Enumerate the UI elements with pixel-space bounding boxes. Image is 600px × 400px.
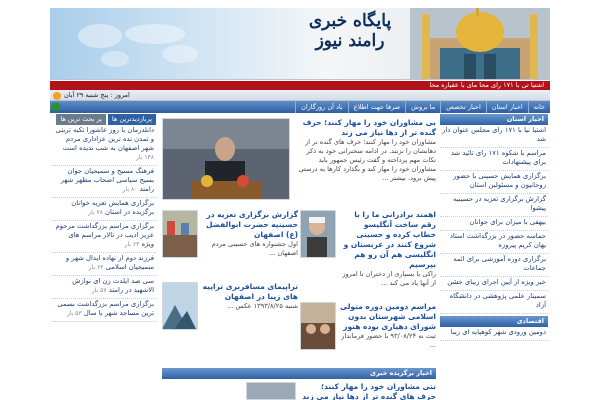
featured-headline[interactable]: تنی مشاوران خود را مهار کنند؛ حرف های گنده تر از دها نیاز می زند [302, 382, 436, 400]
most-viewed-widget [52, 114, 156, 400]
left-margin [0, 0, 50, 400]
list-item[interactable]: مراسم با شکوه ۱۷۱ رای تائید شد برای پیشنهادات [440, 148, 548, 171]
lead-summary: مشاوران خود را مهار کنند؛ حرف های گنده تر از دهانشان را نزنند. در ادامه سخنرانی خود به ذکر نکات مهم پرداخته و گفت رئیس جمهور باید مشاوران خود را مهار کند و بگذارد کارها به درستی پیش برود. بیشتر ... [298, 138, 436, 182]
site-title-line2: رامند نیوز [315, 30, 385, 51]
view-count: ۶۴ بار [124, 241, 140, 248]
menu-item-home[interactable]: خانه [528, 101, 550, 113]
news-card-image[interactable] [162, 210, 198, 258]
province-news-heading: اخبار استان [440, 114, 548, 125]
list-item[interactable]: بیهقی با میزان برای جوانان [440, 217, 548, 231]
cleric-photo [300, 211, 335, 258]
main-container [50, 0, 550, 400]
menu-item-memories[interactable]: باد آن روزگاران [295, 101, 348, 113]
news-ticker-text[interactable]: اشتیا تی با ۱۷۱ رای محا مای با عقیاره محا [429, 81, 544, 89]
featured-news-image[interactable] [246, 382, 296, 400]
list-item[interactable]: گزارش برگزاری تعزیه در حسینیه پیشوا [440, 194, 548, 217]
province-news-list [440, 125, 548, 314]
economy-heading: اقتصادی [440, 316, 548, 327]
featured-news [300, 382, 436, 400]
meeting-photo [300, 303, 335, 350]
news-card-summary: اول جشنواره های حسینی مردم اصفهان ... [211, 240, 298, 257]
list-item[interactable]: برگزاری مراسم بزرگداشت بسمی ترین مساجد شهر با سال ۵۳ بار [52, 299, 156, 322]
menu-item-notice[interactable]: صرفا جهت اطلاع [348, 101, 405, 113]
list-item[interactable]: حماسه حضور در بزرگداشت استاد یهان کریم پیروزه [440, 231, 548, 254]
tab-most-viewed[interactable]: پربازدیدترین ها [108, 114, 156, 125]
news-card [300, 210, 436, 310]
news-card [162, 282, 298, 382]
landscape-photo [162, 283, 197, 330]
view-count: ۶۲ بار [88, 264, 104, 271]
list-item[interactable]: اشتیا نیا با ۱۷۱ رای مجلس عنوان دار شد [440, 125, 548, 148]
news-card-image[interactable] [300, 302, 336, 350]
most-viewed-tabs [52, 114, 156, 125]
news-card-headline[interactable]: اهمند برادرانی ما را با رقم ساخت آنگلیسو خطاب کرده و حسینی شروع کنند در عربستان و انگلیسی هم آن رو هم بپرسیم [343, 210, 436, 269]
list-item[interactable]: برگزاری همایش تعزیه خوانان برگزیده در استان ۷۸ بار [52, 198, 156, 221]
rss-icon[interactable] [52, 103, 60, 111]
list-item[interactable]: سمینار علمی پژوهشی در دانشگاه آزاد [440, 291, 548, 314]
sun-icon [53, 92, 61, 100]
lead-news [294, 118, 436, 183]
right-margin [550, 0, 600, 400]
list-item[interactable]: فرزند دوم از نهاده ایدال شهر و سمیحیان اسلامی ۶۲ بار [52, 253, 156, 276]
center-content [160, 114, 438, 400]
list-item[interactable]: خبر ویژه از آیین اجرای زیبای جشن [440, 277, 548, 291]
view-count: ۷۸ بار [88, 209, 103, 216]
date-strip [50, 90, 550, 101]
lead-headline[interactable]: بی مشاوران خود را مهار کنند؛ حرف گنده تر از دها نیاز می زند [302, 118, 436, 137]
news-ticker-bar [50, 81, 550, 90]
news-card-summary: ثبت نه ۹۳/۰۸/۲۴ با حضور فرماندار ... [341, 332, 436, 349]
site-logo-title[interactable] [290, 12, 410, 51]
view-count: ۸۰ بار [122, 186, 138, 193]
site-title-line1: پایگاه خبری [308, 11, 392, 31]
main-menu [50, 101, 550, 113]
menu-item-province-news[interactable]: اخبار استان [486, 101, 528, 113]
tab-most-discussed[interactable]: پر بحث ترین ها [56, 114, 106, 125]
menu-item-special-news[interactable]: اخبار تخصص [440, 101, 486, 113]
economy-list [440, 327, 548, 341]
news-card-headline[interactable]: مراسم دومین دوره متولی اسلامی شهرستان بدون شورای دهیاری بوده هنوز [339, 302, 436, 331]
list-item[interactable]: برگزاری مراسم بزرگداشت مرحوم عزیز ادیب در تالار مراسم های ویژه ۶۴ بار [52, 221, 156, 253]
view-count: ۵۳ بار [66, 310, 82, 317]
lead-photo [162, 119, 289, 200]
news-card-summary: راکی با بسیاری از دختران تا امروز از آنها یاد می کند ... [342, 270, 436, 287]
list-item[interactable]: سی صد ایلدت زن ای نوازش الاشهید در رامند ۵۷ بار [52, 276, 156, 299]
list-item[interactable]: برگزاری دوره آموزشی برای ائمه جماعات [440, 254, 548, 277]
list-item[interactable]: دومین ورودی شهر کوهپایه ای زیبا [440, 327, 548, 341]
list-item[interactable]: دانلدرمان با روز عاشورا تکیه تربتی و تمدن نده ترین عزاداری مردم شهر اصفهان به شب ندیده است ۱۳۸ بار [52, 125, 156, 166]
crowd-photo [162, 211, 197, 258]
news-card-image[interactable] [162, 282, 198, 330]
news-card-headline[interactable]: گزارش برگزاری تعزیه در حسینیه حضرت ابوالفضل (ع) اصفهان [206, 210, 298, 239]
news-card-summary: شنبه ۱۳۹۳/۸/۲۵ عکس ... [227, 302, 298, 310]
current-date: امروز : پنج شنبه ۲۹ آبان [64, 91, 130, 99]
world-map-graphic [60, 14, 230, 74]
news-card-image[interactable] [300, 210, 336, 258]
featured-news-heading: اخبار برگزیده خبری [162, 368, 436, 379]
menu-item-about[interactable]: ما بروش [405, 101, 440, 113]
view-count: ۱۳۸ بار [136, 154, 154, 161]
list-item[interactable]: فرهنگ مسیح و سمیحیان جوان بسیج سیاسی اصحاب مظهر شهر رامند ۸۰ بار [52, 166, 156, 198]
most-viewed-list [52, 125, 156, 322]
view-count: ۵۷ بار [91, 287, 107, 294]
shrine-image [410, 8, 550, 80]
province-news-widget [440, 114, 548, 400]
list-item[interactable]: برگزاری همایش حسینی با حضور روحانیون و مسئولین استان [440, 171, 548, 194]
news-card-headline[interactable]: تراپیمای مسافربری تراپیه های زیبا در اصفهان [202, 282, 298, 301]
lead-news-image[interactable] [162, 118, 290, 200]
site-header [50, 8, 550, 80]
